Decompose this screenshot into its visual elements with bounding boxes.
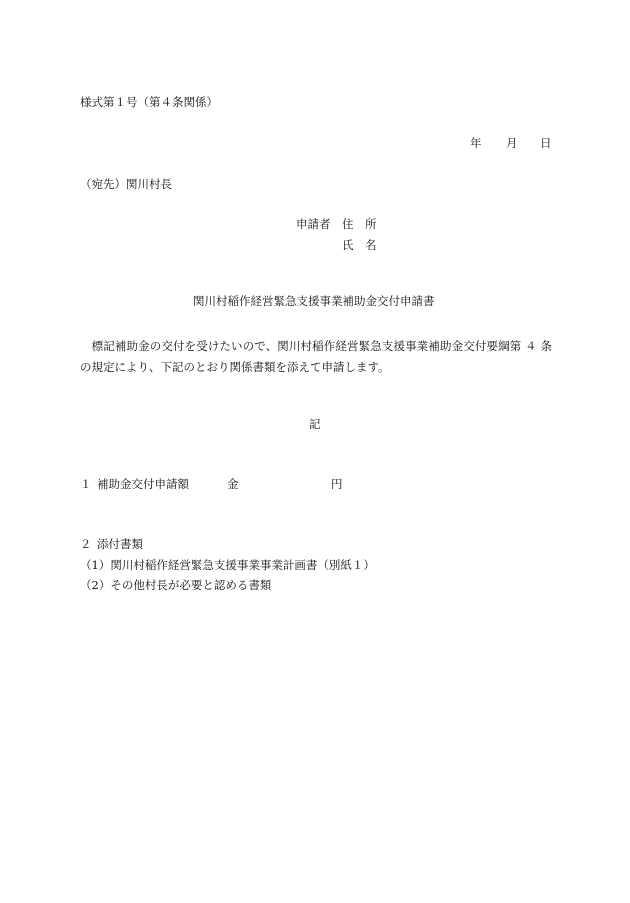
date-month-label: 月 [506, 136, 518, 150]
item1-amount-prefix: 金 [227, 477, 239, 491]
applicant-name-label: 氏 名 [342, 238, 377, 252]
date-day-label: 日 [540, 136, 552, 150]
item2-label: 添付書類 [97, 537, 143, 551]
ki-heading: 記 [309, 417, 321, 431]
attachment-item: （2）その他村長が必要と認める書類 [80, 578, 272, 592]
date-year-label: 年 [470, 136, 482, 150]
item1-label: 補助金交付申請額 [97, 477, 189, 491]
item1-number: １ [80, 477, 92, 491]
attachment-item: （1）関川村稲作経営緊急支援事業事業計画書（別紙１） [80, 558, 375, 572]
body-paragraph: 標記補助金の交付を受けたいので、関川村稲作経営緊急支援事業補助金交付要綱第 ４ 条の規定により、下記のとおり関係書類を添えて申請します。 [80, 339, 552, 374]
addressee: （宛先）関川村長 [80, 177, 172, 191]
applicant-address-label: 住 所 [342, 217, 377, 231]
applicant-label: 申請者 [296, 217, 331, 231]
item2-number: ２ [80, 537, 92, 551]
form-number: 様式第１号（第４条関係） [80, 95, 218, 109]
item1-amount-suffix: 円 [331, 477, 343, 491]
document-title: 関川村稲作経営緊急支援事業補助金交付申請書 [193, 294, 435, 308]
